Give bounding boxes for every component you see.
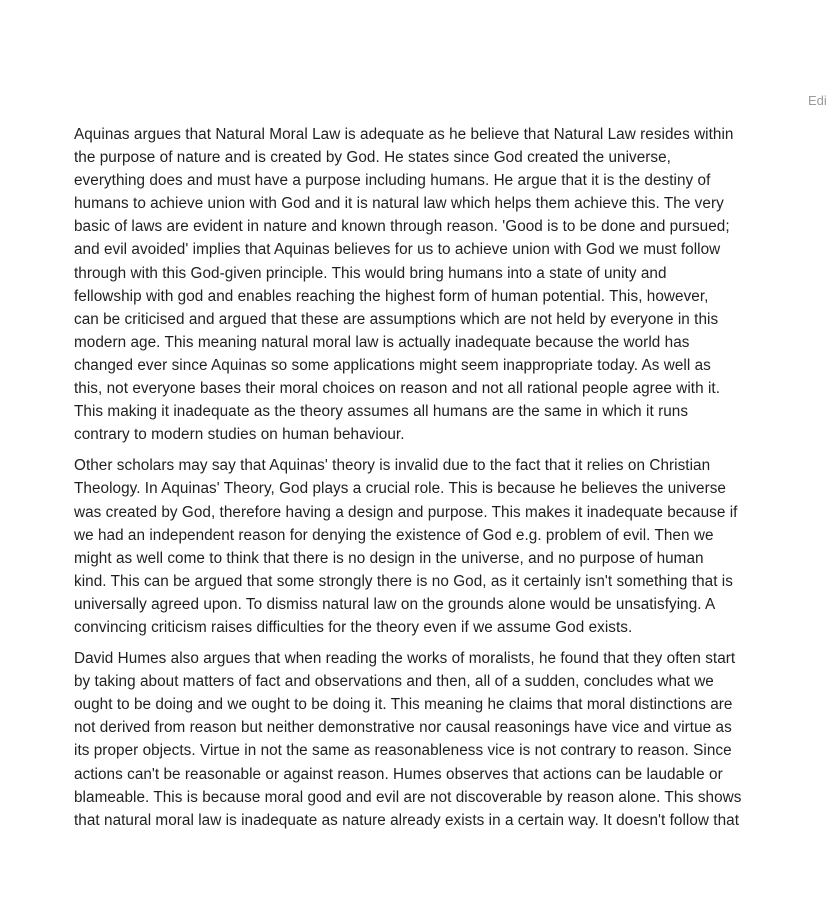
text-line: humans to achieve union with God and it is natural law which helps them achieve this. The very	[74, 195, 724, 213]
text-line: fellowship with god and enables reaching the highest form of human potential. This, however,	[74, 287, 709, 305]
text-line: its proper objects. Virtue in not the same as reasonableness vice is not contrary to reason. Since	[74, 742, 732, 760]
text-line: by taking about matters of fact and observations and then, all of a sudden, concludes what we	[74, 673, 714, 691]
text-line: David Humes also argues that when reading the works of moralists, he found that they often start	[74, 650, 736, 668]
text-line: convincing criticism raises difficulties for the theory even if we assume God exists.	[74, 618, 633, 636]
text-line: universally agreed upon. To dismiss natural law on the grounds alone would be unsatisfying. A	[74, 595, 716, 613]
text-line: Theology. In Aquinas' Theory, God plays a crucial role. This is because he believes the universe	[74, 480, 726, 498]
text-line: this, not everyone bases their moral choices on reason and not all rational people agree with it.	[74, 380, 720, 398]
text-line: actions can't be reasonable or against reason. Humes observes that actions can be laudable or	[74, 765, 723, 783]
text-line: Other scholars may say that Aquinas' theory is invalid due to the fact that it relies on Christian	[74, 457, 711, 475]
text-line: we had an independent reason for denying the existence of God e.g. problem of evil. Then we	[74, 526, 714, 544]
text-line: ought to be doing and we ought to be doing it. This meaning he claims that moral distinctions are	[74, 696, 733, 714]
text-line: the purpose of nature and is created by God. He states since God created the universe,	[74, 149, 671, 167]
text-line: Aquinas argues that Natural Moral Law is adequate as he believe that Natural Law resides within	[74, 126, 734, 143]
text-line: This making it inadequate as the theory assumes all humans are the same in which it runs	[74, 403, 689, 421]
text-line: changed ever since Aquinas so some applications might seem inappropriate today. As well as	[74, 356, 711, 374]
text-line: modern age. This meaning natural moral law is actually inadequate because the world has	[74, 333, 690, 351]
paragraph-2	[74, 454, 762, 639]
text-line: everything does and must have a purpose including humans. He argue that it is the destiny of	[74, 172, 711, 190]
edit-button[interactable]: Edi	[808, 93, 827, 108]
document-body	[74, 123, 762, 840]
text-line: can be criticised and argued that these are assumptions which are not held by everyone in this	[74, 310, 719, 328]
text-line: through with this God-given principle. This would bring humans into a state of unity and	[74, 264, 667, 282]
paragraph-3	[74, 647, 762, 832]
text-line: was created by God, therefore having a design and purpose. This makes it inadequate because if	[74, 503, 738, 521]
text-line: might as well come to think that there is no design in the universe, and no purpose of human	[74, 549, 704, 567]
text-line: not derived from reason but neither demonstrative nor causal reasonings have vice and virtue as	[74, 719, 732, 737]
text-line: that natural moral law is inadequate as nature already exists in a certain way. It doesn't follow that	[74, 811, 740, 829]
paragraph-1	[74, 123, 762, 446]
text-line: contrary to modern studies on human behaviour.	[74, 426, 405, 444]
text-line: blameable. This is because moral good and evil are not discoverable by reason alone. This shows	[74, 788, 742, 806]
text-line: kind. This can be argued that some strongly there is no God, as it certainly isn't something that is	[74, 572, 733, 590]
text-line: and evil avoided' implies that Aquinas believes for us to achieve union with God we must follow	[74, 241, 721, 259]
text-line: basic of laws are evident in nature and known through reason. 'Good is to be done and pursued;	[74, 218, 730, 236]
